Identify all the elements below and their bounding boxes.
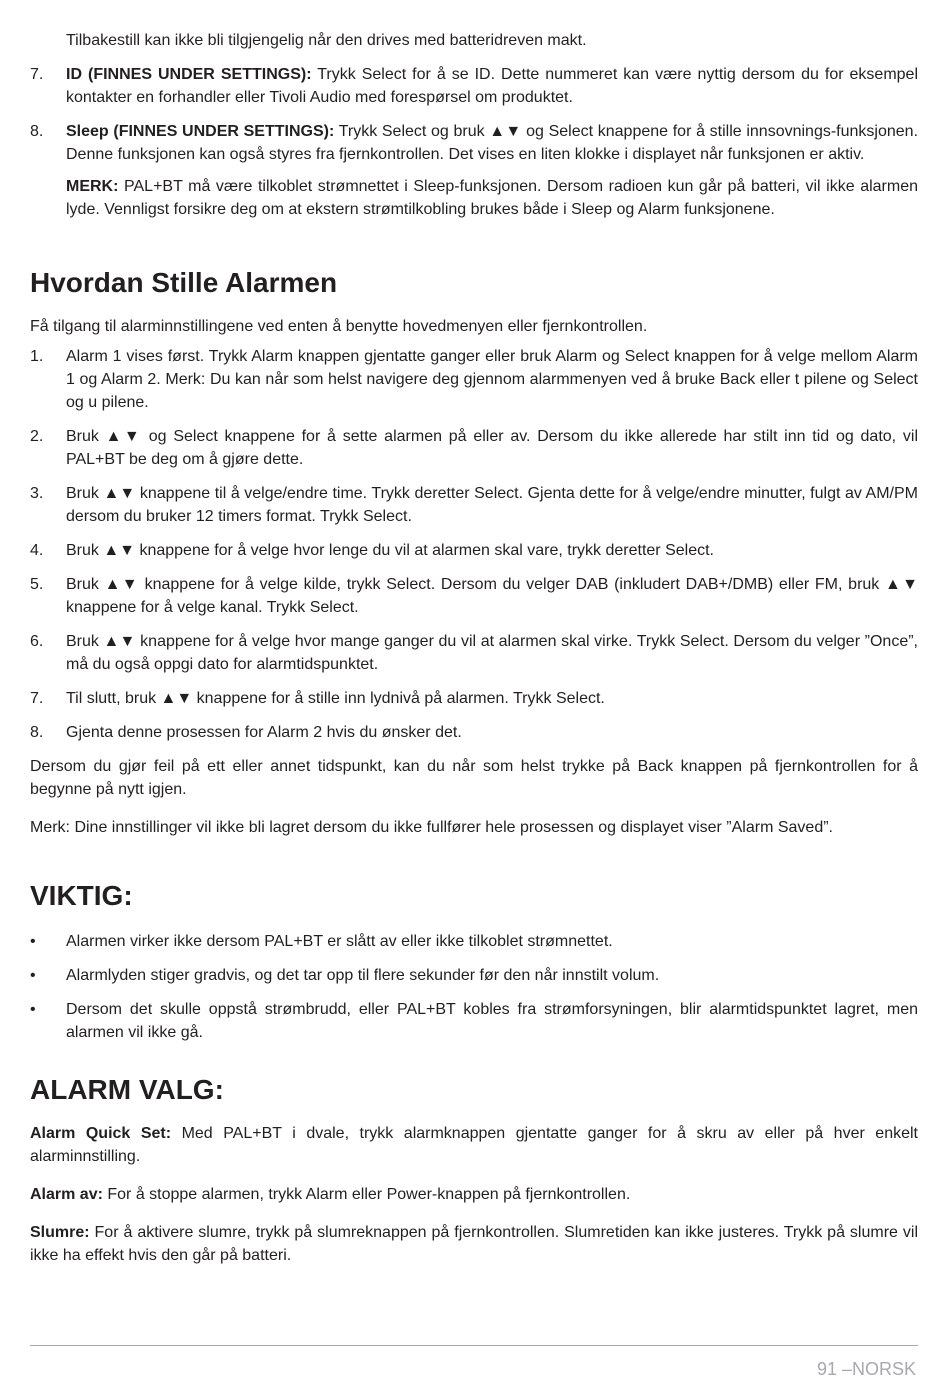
- step-number: 8.: [30, 724, 44, 741]
- step-number: 3.: [30, 485, 44, 502]
- bullet-text: Dersom det skulle oppstå strømbrudd, eller PAL+BT kobles fra strømforsyningen, blir alarmtidspunktet lagret, men alarmen vil ikke gå.: [66, 1001, 918, 1041]
- option-body: For å aktivere slumre, trykk på slumreknappen på fjernkontrollen. Slumretiden kan ikke justeres. Trykk på slumre vil ikke ha effekt hvis den går på batteri.: [30, 1224, 918, 1264]
- list-item: [30, 964, 918, 987]
- step-text: Bruk ▲▼ knappene for å velge hvor lenge du vil at alarmen skal vare, trykk deretter Select.: [66, 542, 714, 559]
- item-body: Trykk Select for å se ID. Dette nummeret kan være nyttig dersom du for eksempel kontakter en forhandler eller Tivoli Audio med forespørsel om produktet.: [66, 66, 919, 106]
- list-item: [30, 721, 918, 744]
- item-label: Sleep (FINNES UNDER SETTINGS):: [66, 123, 335, 140]
- step-text: Til slutt, bruk ▲▼ knappene for å stille inn lydnivå på alarmen. Trykk Select.: [66, 690, 605, 707]
- item-body: Trykk Select og bruk ▲▼ og Select knappene for å stille innsovnings-funksjonen. Denne funksjonen kan også styres fra fjernkontrollen. Det vises en liten klokke i displayet når funksjonen er aktiv.: [66, 123, 919, 163]
- alarm-intro: Få tilgang til alarminnstillingene ved enten å benytte hovedmenyen eller fjernkontrollen.: [30, 318, 648, 335]
- bullet-text: Alarmen virker ikke dersom PAL+BT er slått av eller ikke tilkoblet strømnettet.: [66, 933, 613, 950]
- option-label: Slumre:: [30, 1224, 90, 1241]
- restart-paragraph: Dersom du gjør feil på ett eller annet tidspunkt, kan du når som helst trykke på Back knappen på fjernkontrollen for å begynne på nytt igjen.: [30, 758, 918, 798]
- list-item: [30, 425, 918, 471]
- step-number: 2.: [30, 428, 44, 445]
- step-number: 7.: [30, 690, 44, 707]
- step-text: Bruk ▲▼ knappene for å velge hvor mange ganger du vil at alarmen skal virke. Trykk Select. Dersom du velger ”Once”, må du også oppgi dato for alarmtidspunktet.: [66, 633, 918, 673]
- list-item: [30, 998, 918, 1044]
- step-text: Alarm 1 vises først. Trykk Alarm knappen gjentatte ganger eller bruk Alarm og Select knappen for å velge mellom Alarm 1 og Alarm 2. Merk: Du kan når som helst navigere deg gjennom alarmmenyen ved å bruke Back eller t pilene og Select og u pilene.: [66, 348, 918, 411]
- settings-item-id: [30, 63, 918, 109]
- list-item: [30, 482, 918, 528]
- item-number: 7.: [30, 66, 44, 83]
- option-alarm-off: [30, 1183, 918, 1206]
- bullet-text: Alarmlyden stiger gradvis, og det tar opp til flere sekunder før den når innstilt volum.: [66, 967, 660, 984]
- bullet-icon: •: [30, 1001, 36, 1018]
- option-snooze: [30, 1221, 918, 1267]
- note-body: PAL+BT må være tilkoblet strømnettet i Sleep-funksjonen. Dersom radioen kun går på batteri, vil ikke alarmen lyde. Vennligst forsikre deg om at ekstern strømtilkobling brukes både i Sleep og Alarm funksjonene.: [66, 178, 918, 218]
- option-label: Alarm av:: [30, 1186, 103, 1203]
- saved-note-paragraph: Merk: Dine innstillinger vil ikke bli lagret dersom du ikke fullfører hele prosessen og displayet viser ”Alarm Saved”.: [30, 819, 833, 836]
- alarm-heading: Hvordan Stille Alarmen: [30, 267, 338, 298]
- step-text: Bruk ▲▼ knappene for å velge kilde, trykk Select. Dersom du velger DAB (inkludert DAB+/DMB) eller FM, bruk ▲▼ knappene for å velge kanal. Trykk Select.: [66, 576, 918, 616]
- step-number: 1.: [30, 348, 44, 365]
- list-item: [30, 630, 918, 676]
- bullet-icon: •: [30, 933, 36, 950]
- option-body: Med PAL+BT i dvale, trykk alarmknappen gjentatte ganger for å skru av eller på hver enkelt alarminnstilling.: [30, 1125, 918, 1165]
- note-paragraph: [30, 175, 918, 221]
- item-label: ID (FINNES UNDER SETTINGS):: [66, 66, 312, 83]
- alarm-steps-list: [30, 345, 918, 744]
- important-bullet-list: [30, 930, 918, 1044]
- item-text: [66, 63, 918, 109]
- step-number: 6.: [30, 633, 44, 650]
- step-text: Bruk ▲▼ knappene til å velge/endre time. Trykk deretter Select. Gjenta dette for å velge/endre minutter, fulgt av AM/PM dersom du bruker 12 timers format. Trykk Select.: [66, 485, 918, 525]
- settings-item-sleep: [30, 120, 918, 166]
- footer-divider: [30, 1345, 918, 1346]
- page-content: [30, 29, 918, 1282]
- list-item: [30, 539, 918, 562]
- option-label: Alarm Quick Set:: [30, 1125, 172, 1142]
- item-number: 8.: [30, 123, 44, 140]
- list-item: [30, 930, 918, 953]
- list-item: [30, 345, 918, 414]
- step-text: Bruk ▲▼ og Select knappene for å sette alarmen på eller av. Dersom du ikke allerede har stilt inn tid og dato, vil PAL+BT be deg om å gjøre dette.: [66, 428, 918, 468]
- alarm-options-heading: ALARM VALG:: [30, 1074, 224, 1105]
- continuation-text: Tilbakestill kan ikke bli tilgjengelig når den drives med batteridreven makt.: [66, 32, 587, 49]
- item-text: [66, 120, 918, 166]
- important-heading: VIKTIG:: [30, 880, 133, 911]
- step-number: 4.: [30, 542, 44, 559]
- note-label: MERK:: [66, 178, 119, 195]
- step-number: 5.: [30, 576, 44, 593]
- option-quick-set: [30, 1122, 918, 1168]
- list-item: [30, 687, 918, 710]
- page-number-footer: 91 –NORSK: [816, 1359, 916, 1379]
- list-item: [30, 573, 918, 619]
- bullet-icon: •: [30, 967, 36, 984]
- option-body: For å stoppe alarmen, trykk Alarm eller Power-knappen på fjernkontrollen.: [102, 1186, 631, 1203]
- step-text: Gjenta denne prosessen for Alarm 2 hvis du ønsker det.: [66, 724, 462, 741]
